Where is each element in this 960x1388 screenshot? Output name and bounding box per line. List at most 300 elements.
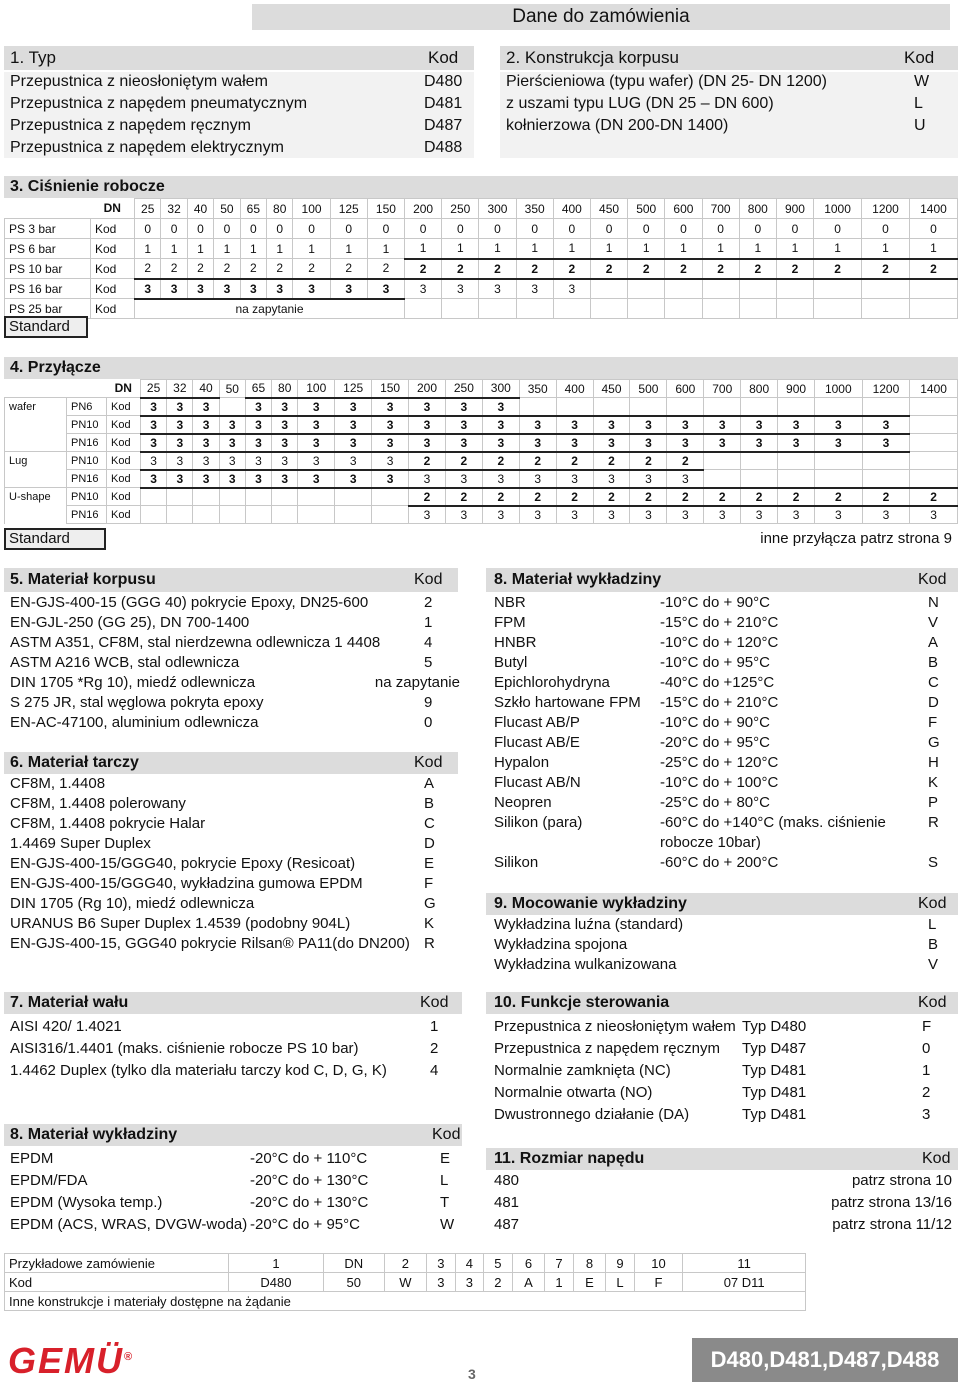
value-cell: 3 [409, 506, 446, 524]
dn-header: DN [103, 201, 121, 216]
list-item [494, 813, 946, 833]
s2-kod: Kod [904, 48, 935, 67]
note-cell: na zapytanie [135, 299, 405, 319]
item-code: 3 [922, 1106, 931, 1123]
value-cell: 3 [556, 434, 593, 452]
value-cell: 2 [862, 259, 910, 279]
order-cell: 1 [545, 1273, 574, 1292]
s1-bar [4, 46, 474, 70]
item-label: EN-GJS-400-15/GGG40, pokrycie Epoxy (Resicoat) [10, 855, 356, 872]
item-code: 0 [424, 714, 433, 731]
value-cell: 3 [516, 279, 553, 299]
row-label: PS 6 bar [5, 239, 91, 259]
value-cell: 3 [214, 279, 240, 299]
value-cell: 1 [293, 239, 330, 259]
list-item [494, 793, 946, 813]
header-cell [67, 380, 107, 398]
value-cell: 3 [667, 470, 704, 488]
s7-kod: Kod [420, 994, 449, 1011]
item-range: -20°C do + 110°C [250, 1150, 368, 1167]
item-label: Dwustronnego działanie (DA) [494, 1106, 690, 1123]
dn-size: 125 [330, 199, 367, 219]
value-cell [862, 398, 910, 416]
item-label: HNBR [494, 634, 537, 651]
value-cell: 3 [272, 452, 298, 470]
item-code: 4 [430, 1062, 439, 1079]
empty-cell [553, 299, 590, 319]
value-cell [167, 506, 193, 524]
item-label: S 275 JR, stal węglowa pokryta epoxy [10, 694, 264, 711]
item-code: 1 [430, 1018, 439, 1035]
value-cell: 3 [298, 434, 335, 452]
value-cell: 3 [862, 416, 910, 434]
pn-label: PN10 [67, 416, 107, 434]
s11-list [494, 1170, 952, 1236]
value-cell [272, 506, 298, 524]
order-cell: 4 [455, 1254, 484, 1273]
value-cell: 2 [665, 259, 702, 279]
model-label: D480,D481,D487,D488 [710, 1347, 940, 1372]
empty-cell [590, 299, 627, 319]
list-item [494, 1104, 946, 1126]
list-item [494, 773, 946, 793]
s9-list [494, 915, 946, 975]
item-code: 1 [424, 614, 433, 631]
value-cell: 1 [628, 239, 665, 259]
value-cell: 0 [442, 219, 479, 239]
value-cell [519, 398, 556, 416]
item-range: -10°C do + 95°C [660, 654, 770, 671]
item-label: 480 [494, 1172, 520, 1189]
item-label: DIN 1705 *Rg 10), miedź odlewnicza [10, 674, 256, 691]
value-cell: 3 [482, 470, 519, 488]
item-label: Pierścieniowa (typu wafer) (DN 25- DN 1200) [506, 73, 827, 90]
pn-label: PN16 [67, 506, 107, 524]
dn-size: 1200 [862, 380, 910, 398]
value-cell: 3 [245, 398, 271, 416]
page-title: Dane do zamówienia [512, 6, 690, 27]
value-cell: 3 [482, 398, 519, 416]
s8r-title: 8. Materiał wykładziny [494, 571, 662, 588]
value-cell: 3 [482, 506, 519, 524]
item-label: Hypalon [494, 754, 550, 771]
item-label: CF8M, 1.4408 pokrycie Halar [10, 815, 206, 832]
value-cell [704, 470, 741, 488]
order-cell: 8 [573, 1254, 606, 1273]
value-cell: 2 [135, 259, 161, 279]
value-cell: 2 [330, 259, 367, 279]
list-item [494, 1214, 952, 1236]
value-cell: 0 [405, 219, 442, 239]
value-cell [272, 488, 298, 506]
dn-size: 32 [167, 380, 193, 398]
value-cell: 3 [556, 506, 593, 524]
item-label: ASTM A351, CF8M, stal nierdzewna odlewnicza 1 4408 [10, 634, 381, 651]
kod-cell: Kod [107, 506, 141, 524]
value-cell: 3 [593, 506, 630, 524]
value-cell [741, 398, 778, 416]
table-header-row [5, 199, 958, 219]
table-row [5, 488, 958, 506]
kod-cell: Kod [91, 239, 135, 259]
row-label: PS 25 bar [5, 299, 91, 319]
value-cell [778, 398, 815, 416]
order-cell: Kod [5, 1273, 229, 1292]
value-cell: 3 [815, 506, 863, 524]
value-cell [335, 488, 372, 506]
empty-cell [516, 299, 553, 319]
value-cell: 3 [482, 416, 519, 434]
list-item [494, 1060, 946, 1082]
value-cell: 3 [519, 470, 556, 488]
value-cell [910, 470, 958, 488]
value-cell [815, 470, 863, 488]
order-cell: 7 [545, 1254, 574, 1273]
item-code: A [928, 634, 939, 651]
value-cell: 3 [482, 434, 519, 452]
item-range: -60°C do +140°C (maks. ciśnienie [660, 814, 886, 831]
value-cell [702, 279, 739, 299]
item-label: Szkło hartowane FPM [494, 694, 641, 711]
item-code: F [424, 875, 434, 892]
value-cell: 3 [667, 416, 704, 434]
s7-title: 7. Materiał wału [10, 994, 129, 1011]
value-cell: 1 [214, 239, 240, 259]
empty-cell [702, 299, 739, 319]
value-cell: 0 [628, 219, 665, 239]
value-cell: 3 [167, 398, 193, 416]
dn-size: 32 [161, 199, 187, 219]
value-cell [665, 279, 702, 299]
s5-list [10, 593, 460, 733]
item-code: H [928, 754, 939, 771]
gemu-logo: GEMÜ® [8, 1340, 135, 1381]
dn-size: 400 [553, 199, 590, 219]
value-cell: 1 [590, 239, 627, 259]
value-cell [910, 416, 958, 434]
dn-size: 1000 [815, 380, 863, 398]
item-code: P [928, 794, 939, 811]
s1-kod: Kod [428, 48, 459, 67]
item-code: 4 [424, 634, 433, 651]
value-cell [778, 470, 815, 488]
pn-label: PN10 [67, 488, 107, 506]
list-item [494, 1016, 946, 1038]
dn-size: 900 [776, 199, 813, 219]
dn-size: 80 [267, 199, 293, 219]
row-label: PS 10 bar [5, 259, 91, 279]
value-cell [862, 279, 910, 299]
value-cell [141, 506, 167, 524]
value-cell: 1 [776, 239, 813, 259]
s4-standard: Standard [4, 528, 106, 550]
value-cell: 3 [161, 279, 187, 299]
table-row [5, 398, 958, 416]
value-cell: 3 [193, 452, 219, 470]
empty-cell [628, 299, 665, 319]
value-cell: 3 [193, 398, 219, 416]
item-code: 2 [922, 1084, 931, 1101]
value-cell: 3 [479, 279, 516, 299]
value-cell: 0 [590, 219, 627, 239]
pn-label: PN10 [67, 452, 107, 470]
value-cell: 3 [778, 506, 815, 524]
value-cell: 2 [553, 259, 590, 279]
list-item [10, 1016, 462, 1038]
group-label [5, 434, 67, 452]
value-cell: 0 [135, 219, 161, 239]
value-cell: 3 [293, 279, 330, 299]
item-code: W [914, 73, 930, 90]
empty-cell [862, 299, 910, 319]
item-code: B [928, 654, 939, 671]
value-cell: 2 [704, 488, 741, 506]
s4-bar [4, 357, 958, 379]
value-cell: 3 [910, 506, 958, 524]
item-range: -25°C do + 80°C [660, 794, 770, 811]
list-item [10, 93, 466, 115]
list-item [494, 613, 946, 633]
value-cell: 0 [214, 219, 240, 239]
order-cell: 6 [512, 1254, 545, 1273]
item-range: Typ D481 [742, 1062, 807, 1079]
value-cell: 1 [909, 239, 957, 259]
item-code: C [928, 674, 939, 691]
item-code: D488 [424, 139, 463, 156]
s5-title: 5. Materiał korpusu [10, 571, 156, 588]
dn-size: 700 [702, 199, 739, 219]
value-cell: 3 [862, 434, 910, 452]
value-cell: 3 [135, 279, 161, 299]
item-label: Butyl [494, 654, 528, 671]
list-item [10, 1192, 462, 1214]
order-cell: 9 [606, 1254, 635, 1273]
value-cell: 2 [702, 259, 739, 279]
order-cell: DN [323, 1254, 384, 1273]
item-range: Typ D481 [742, 1106, 807, 1123]
item-label: 487 [494, 1216, 520, 1233]
item-range: -40°C do +125°C [660, 674, 775, 691]
dn-size: 200 [405, 199, 442, 219]
value-cell: 3 [272, 470, 298, 488]
order-cell: 3 [427, 1273, 456, 1292]
item-label: Przepustnica z napędem pneumatycznym [10, 95, 308, 112]
value-cell: 3 [405, 279, 442, 299]
dn-size: 250 [442, 199, 479, 219]
dn-size: 350 [519, 380, 556, 398]
item-label: CF8M, 1.4408 polerowany [10, 795, 186, 812]
s2-title: 2. Konstrukcja korpusu [506, 48, 679, 67]
value-cell: 2 [240, 259, 266, 279]
kod-cell: Kod [91, 219, 135, 239]
item-label: NBR [494, 594, 526, 611]
value-cell: 0 [776, 219, 813, 239]
value-cell: 2 [556, 488, 593, 506]
item-code: 1 [922, 1062, 931, 1079]
value-cell: 3 [556, 416, 593, 434]
item-code: L [928, 916, 937, 933]
item-label: Normalnie zamknięta (NC) [494, 1062, 671, 1079]
value-cell: 3 [372, 434, 409, 452]
item-range: -25°C do + 120°C [660, 754, 779, 771]
list-item [494, 1082, 946, 1104]
value-cell: 0 [479, 219, 516, 239]
list-item [10, 713, 460, 733]
row-label: PS 3 bar [5, 219, 91, 239]
value-cell: 1 [479, 239, 516, 259]
s6-title: 6. Materiał tarczy [10, 754, 139, 771]
item-code: patrz strona 10 [851, 1172, 952, 1189]
value-cell: 2 [593, 452, 630, 470]
list-item [494, 693, 946, 713]
value-cell: 3 [593, 434, 630, 452]
value-cell: 2 [862, 488, 910, 506]
list-item [494, 653, 946, 673]
value-cell: 3 [741, 506, 778, 524]
value-cell: 3 [553, 279, 590, 299]
s9-title: 9. Mocowanie wykładziny [494, 895, 687, 912]
list-item [10, 633, 460, 653]
item-label: 481 [494, 1194, 520, 1211]
value-cell: 0 [665, 219, 702, 239]
table-row [5, 1292, 806, 1311]
value-cell: 3 [442, 279, 479, 299]
table-row [5, 1254, 806, 1273]
value-cell: 3 [167, 434, 193, 452]
group-label [5, 470, 67, 488]
value-cell: 2 [556, 452, 593, 470]
value-cell: 3 [630, 470, 667, 488]
value-cell: 1 [739, 239, 776, 259]
value-cell [167, 488, 193, 506]
item-label: z uszami typu LUG (DN 25 – DN 600) [506, 95, 774, 112]
dn-size: 600 [665, 199, 702, 219]
s9-kod: Kod [918, 895, 947, 912]
order-cell: 3 [427, 1254, 456, 1273]
item-code: B [928, 936, 939, 953]
dn-size: 50 [219, 380, 245, 398]
item-label: EPDM (ACS, WRAS, DVGW-woda) [10, 1216, 248, 1233]
value-cell: 1 [862, 239, 910, 259]
value-cell: 2 [590, 259, 627, 279]
item-code: K [424, 915, 435, 932]
value-cell: 3 [335, 398, 372, 416]
table-header-row [5, 380, 958, 398]
value-cell: 0 [330, 219, 367, 239]
dn-size: 800 [739, 199, 776, 219]
value-cell: 3 [298, 416, 335, 434]
s8l-list [10, 1148, 462, 1236]
table-row [5, 239, 958, 259]
value-cell: 1 [702, 239, 739, 259]
list-item [10, 653, 460, 673]
dn-size: 800 [741, 380, 778, 398]
list-item [494, 593, 946, 613]
value-cell: 2 [442, 259, 479, 279]
value-cell: 3 [519, 506, 556, 524]
item-range: -60°C do + 200°C [660, 854, 779, 871]
value-cell: 2 [909, 259, 957, 279]
order-example-table [4, 1253, 806, 1311]
list-item [10, 854, 460, 874]
item-range: -20°C do + 95°C [660, 734, 770, 751]
value-cell: 3 [445, 470, 482, 488]
order-cell: 1 [229, 1254, 324, 1273]
value-cell [862, 452, 910, 470]
dn-header: DN [114, 381, 132, 396]
item-code: T [440, 1194, 450, 1211]
dn-size: 300 [479, 199, 516, 219]
value-cell: 3 [409, 416, 446, 434]
list-item [494, 853, 946, 873]
value-cell [372, 488, 409, 506]
table-row [5, 506, 958, 524]
s10-list [494, 1016, 946, 1126]
item-code: G [424, 895, 436, 912]
value-cell: 2 [214, 259, 240, 279]
item-code: E [440, 1150, 451, 1167]
dn-size: 200 [409, 380, 446, 398]
item-range: -20°C do + 95°C [250, 1216, 360, 1233]
value-cell: 1 [814, 239, 862, 259]
order-cell: 10 [634, 1254, 683, 1273]
dn-size: 50 [214, 199, 240, 219]
kod-cell: Kod [107, 398, 141, 416]
list-item [506, 93, 936, 115]
value-cell [910, 434, 958, 452]
item-label: EN-GJS-400-15/GGG40, wykładzina gumowa EPDM [10, 875, 363, 892]
value-cell: 2 [405, 259, 442, 279]
item-label: Wykładzina luźna (standard) [494, 916, 684, 933]
kod-cell: Kod [107, 488, 141, 506]
value-cell: 3 [409, 398, 446, 416]
value-cell: 1 [161, 239, 187, 259]
value-cell: 3 [298, 470, 335, 488]
value-cell: 2 [482, 452, 519, 470]
item-label: 1.4462 Duplex (tylko dla materiału tarczy kod C, D, G, K) [10, 1062, 387, 1079]
dn-size: 80 [272, 380, 298, 398]
value-cell: 0 [553, 219, 590, 239]
value-cell: 3 [141, 452, 167, 470]
value-cell [298, 488, 335, 506]
table-row [5, 470, 958, 488]
value-cell [335, 506, 372, 524]
value-cell [910, 398, 958, 416]
value-cell [556, 398, 593, 416]
s3-standard: Standard [4, 316, 88, 338]
item-range: Typ D481 [742, 1084, 807, 1101]
item-label: Flucast AB/P [494, 714, 580, 731]
item-range: -15°C do + 210°C [660, 614, 779, 631]
dn-size: 40 [193, 380, 219, 398]
value-cell [590, 279, 627, 299]
item-label: ASTM A216 WCB, stal odlewnicza [10, 654, 240, 671]
dn-size: 300 [482, 380, 519, 398]
value-cell: 0 [267, 219, 293, 239]
item-label: Przepustnica z nieosłoniętym wałem [494, 1018, 736, 1035]
dn-size: 900 [778, 380, 815, 398]
dn-size: 1000 [814, 199, 862, 219]
value-cell: 2 [814, 259, 862, 279]
value-cell: 3 [167, 470, 193, 488]
list-item [494, 673, 946, 693]
value-cell [219, 488, 245, 506]
empty-cell [909, 299, 957, 319]
list-item [10, 593, 460, 613]
list-item [10, 613, 460, 633]
value-cell [219, 398, 245, 416]
item-code: D481 [424, 95, 463, 112]
